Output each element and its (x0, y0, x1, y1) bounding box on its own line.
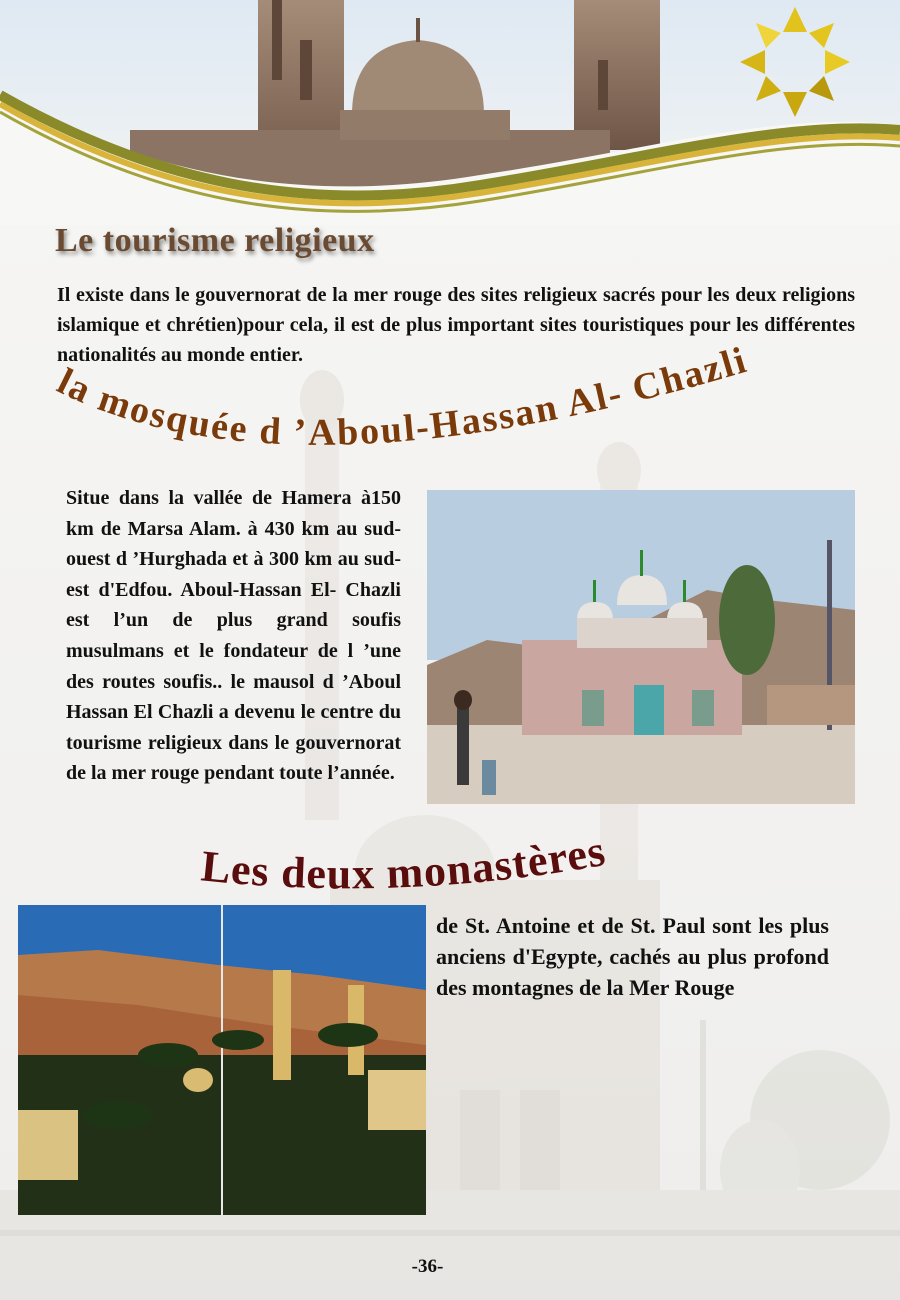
intro-paragraph: Il existe dans le gouvernorat de la mer rouge des sites religieux sacrés pour les deux religions islamique et chrétien)pour cela, il est de plus important sites touristiques pour les différentes nationalités au monde entier. (57, 284, 855, 366)
svg-text:la mosquée d ’Aboul-Hassan Al- (51, 339, 752, 454)
monastery-photo (18, 905, 426, 1215)
svg-text:Les deux monastères (199, 826, 609, 898)
monasteries-description: de St. Antoine et de St. Paul sont les plus anciens d'Egypte, cachés au plus profond des montagnes de la Mer Rouge (436, 913, 829, 1000)
page-number: -36- (411, 1256, 444, 1277)
mosque-photo (427, 490, 855, 804)
mosque-curved-title (0, 320, 900, 490)
monasteries-title: Les deux monastères (198, 825, 610, 899)
header-banner (0, 0, 900, 225)
monasteries-curved-title (0, 820, 900, 910)
page-title: Le tourisme religieux (55, 222, 375, 259)
mosque-title: la mosquée d ’Aboul-Hassan Al- Chazli (50, 338, 753, 454)
mosque-description: Situe dans la vallée de Hamera à150 km de Marsa Alam. à 430 km au sud-ouest d ’Hurghada et à 300 km au sud-est d'Edfou. Aboul-Hassan El- Chazli est l’un de plus grand soufis musulmans et le fondateur de l ’une des routes soufis.. le mausol d ’Aboul Hassan El Chazli a devenu le centre du tourisme religieux dans le gouvernorat de la mer rouge pendant toute l’année. (66, 487, 401, 785)
